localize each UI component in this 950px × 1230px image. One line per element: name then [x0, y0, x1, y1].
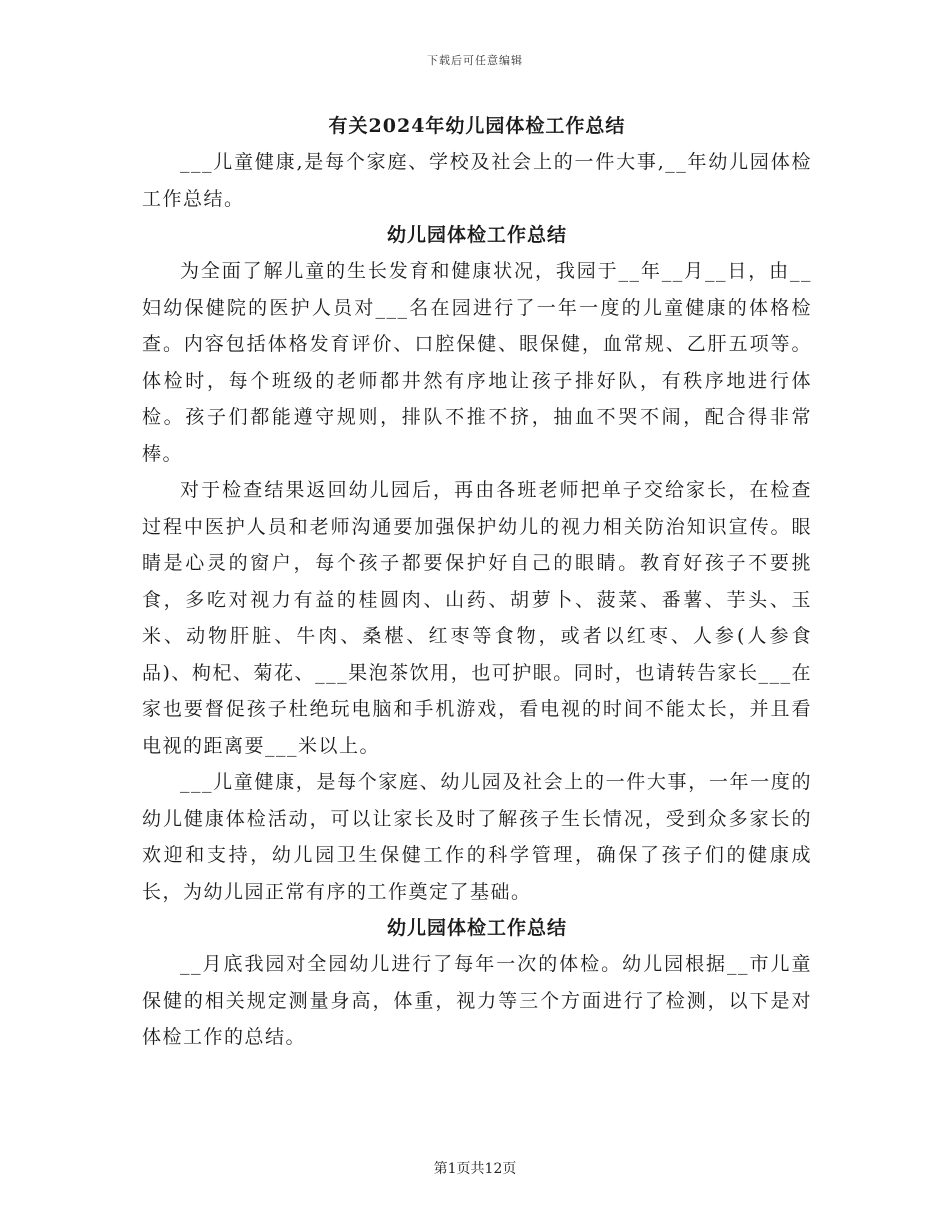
section2-paragraph-1: __月底我园对全园幼儿进行了每年一次的体检。幼儿园根据__市儿童保健的相关规定测量身高，体重，视力等三个方面进行了检测，以下是对体检工作的总结。 — [142, 953, 812, 1048]
section1-paragraph-1: 为全面了解儿童的生长发育和健康状况，我园于__年__月__日，由__妇幼保健院的医护人员对___名在园进行了一年一度的儿童健康的体格检查。内容包括体格发育评价、口腔保健、眼保健，血常规、乙肝五项等。体检时，每个班级的老师都井然有序地让孩子排好队，有秩序地进行体检。孩子们都能遵守规则，排队不推不挤，抽血不哭不闹，配合得非常棒。 — [142, 260, 812, 465]
section-heading-2: 幼儿园体检工作总结 — [386, 917, 567, 939]
section-heading-1: 幼儿园体检工作总结 — [386, 224, 567, 246]
header-note: 下载后可任意编辑 — [427, 54, 523, 67]
document-body — [142, 108, 812, 1056]
section1-paragraph-3: ___儿童健康，是每个家庭、幼儿园及社会上的一件大事，一年一度的幼儿健康体检活动，可以让家长及时了解孩子生长情况，受到众多家长的欢迎和支持，幼儿园卫生保健工作的科学管理，确保了孩子们的健康成长，为幼儿园正常有序的工作奠定了基础。 — [142, 771, 812, 903]
document-title: 有关2024年幼儿园体检工作总结 — [328, 115, 626, 137]
page-indicator: 第1页共12页 — [433, 1161, 517, 1177]
intro-paragraph: ___儿童健康,是每个家庭、学校及社会上的一件大事,__年幼儿园体检工作总结。 — [142, 151, 812, 210]
section1-paragraph-2: 对于检查结果返回幼儿园后，再由各班老师把单子交给家长，在检查过程中医护人员和老师沟通要加强保护幼儿的视力相关防治知识宣传。眼睛是心灵的窗户，每个孩子都要保护好自己的眼睛。教育好孩子不要挑食，多吃对视力有益的桂圆肉、山药、胡萝卜、菠菜、番薯、芋头、玉米、动物肝脏、牛肉、桑椹、红枣等食物，或者以红枣、人参(人参食品)、枸杞、菊花、___果泡茶饮用，也可护眼。同时，也请转告家长___在家也要督促孩子杜绝玩电脑和手机游戏，看电视的时间不能太长，并且看电视的距离要___米以上。 — [142, 479, 812, 757]
